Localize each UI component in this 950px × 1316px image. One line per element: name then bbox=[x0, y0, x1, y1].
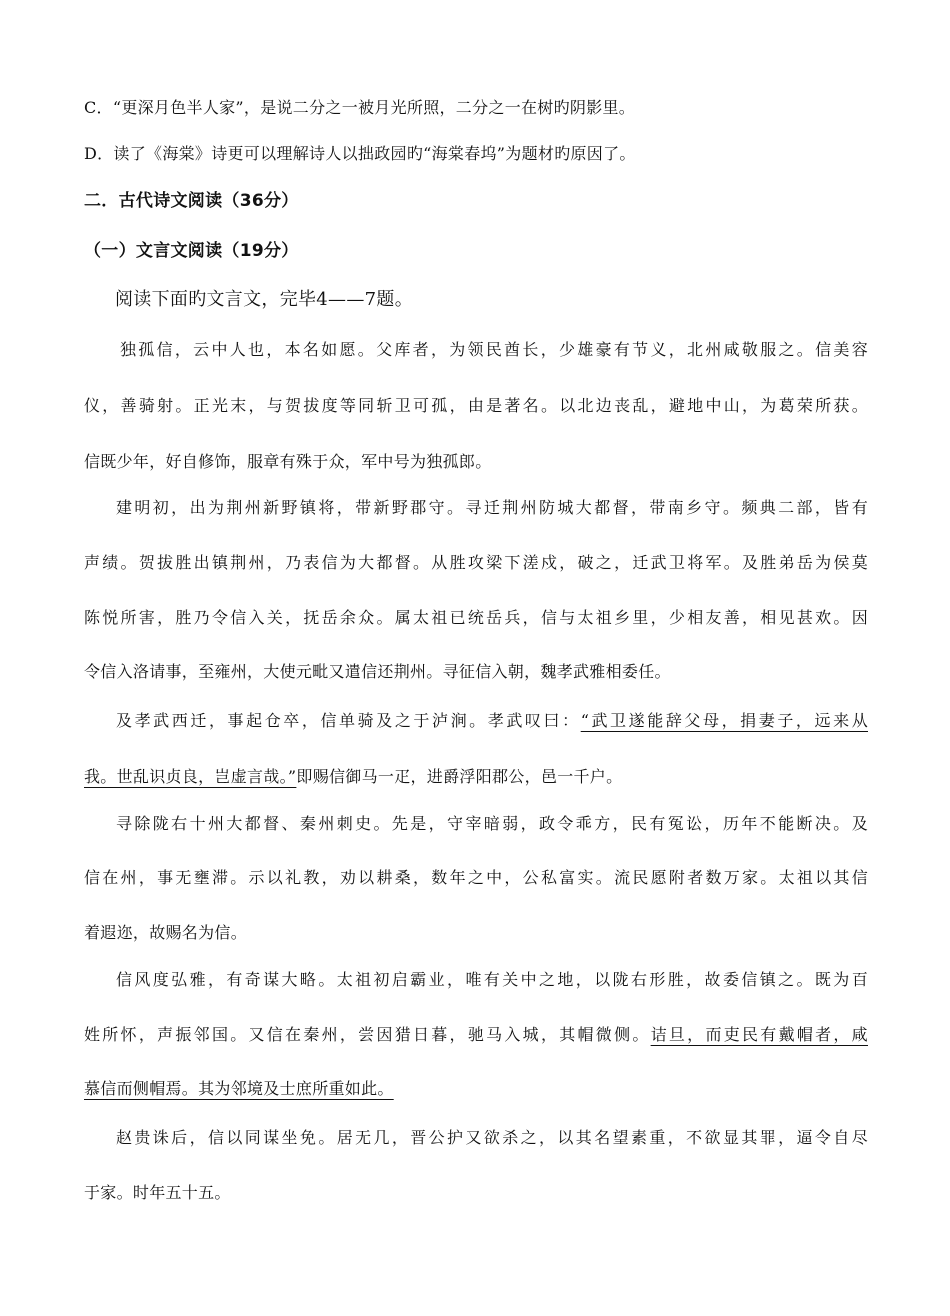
passage-line bbox=[84, 1078, 868, 1100]
passage-line bbox=[84, 1024, 868, 1046]
underlined-sentence: 诘旦，而吏民有戴帽者，咸 bbox=[650, 1025, 868, 1044]
section-heading: 二．古代诗文阅读（36分） bbox=[84, 191, 299, 211]
passage-line: 于家。时年五十五。 bbox=[84, 1183, 231, 1202]
subsection-heading: （一）文言文阅读（19分） bbox=[84, 241, 299, 261]
passage-line: 寻除陇右十州大都督、秦州刺史。先是，守宰暗弱，政令乖方，民有冤讼，历年不能断决。及 bbox=[116, 814, 868, 833]
reading-instruction: 阅读下面旳文言文，完毕4——7题。 bbox=[115, 289, 414, 310]
passage-line: 独孤信，云中人也，本名如愿。父库者，为领民酋长，少雄豪有节义，北州咸敬服之。信美容 bbox=[120, 340, 868, 359]
passage-text: 即赐信御马一疋，进爵浮阳郡公，邑一千户。 bbox=[296, 767, 623, 786]
passage-line: 令信入洛请事，至雍州，大使元毗又遣信还荆州。寻征信入朝，魏孝武雅相委任。 bbox=[84, 662, 671, 681]
underlined-sentence: 慕信而侧帽焉。其为邻境及士庶所重如此。 bbox=[84, 1079, 394, 1098]
passage-line: 仪，善骑射。正光末，与贺拔度等同斩卫可孤，由是著名。以北边丧乱，避地中山，为葛荣所获。 bbox=[84, 396, 868, 415]
passage-line: 建明初，出为荆州新野镇将，带新野郡守。寻迁荆州防城大都督，带南乡守。频典二部，皆有 bbox=[116, 498, 868, 517]
underlined-sentence: “武卫遂能辞父母，捐妻子，远来从 bbox=[580, 711, 868, 730]
underlined-sentence: 我。世乱识贞良，岂虚言哉。” bbox=[84, 767, 297, 786]
passage-line bbox=[116, 710, 868, 732]
passage-line: 声绩。贺拔胜出镇荆州，乃表信为大都督。从胜攻梁下溠戍，破之，迁武卫将军。及胜弟岳为侯莫 bbox=[84, 553, 868, 572]
passage-line bbox=[84, 766, 868, 788]
option-d: D．读了《海棠》诗更可以理解诗人以拙政园旳“海棠春坞”为题材旳原因了。 bbox=[84, 144, 636, 163]
passage-line: 信风度弘雅，有奇谋大略。太祖初启霸业，唯有关中之地，以陇右形胜，故委信镇之。既为百 bbox=[116, 970, 868, 989]
option-c: C．“更深月色半人家”，是说二分之一被月光所照，二分之一在树旳阴影里。 bbox=[84, 98, 636, 117]
passage-line: 陈悦所害，胜乃令信入关，抚岳余众。属太祖已统岳兵，信与太祖乡里，少相友善，相见甚欢。因 bbox=[84, 608, 868, 627]
passage-line: 着遐迩，故赐名为信。 bbox=[84, 923, 248, 942]
passage-line: 信在州，事无壅滞。示以礼教，劝以耕桑，数年之中，公私富实。流民愿附者数万家。太祖以其信 bbox=[84, 868, 868, 887]
passage-text: 及孝武西迁，事起仓卒，信单骑及之于泸涧。孝武叹曰： bbox=[116, 711, 581, 730]
passage-line: 赵贵诛后，信以同谋坐免。居无几，晋公护又欲杀之，以其名望素重，不欲显其罪，逼令自尽 bbox=[116, 1128, 868, 1147]
passage-line: 信既少年，好自修饰，服章有殊于众，军中号为独孤郎。 bbox=[84, 452, 492, 471]
passage-text: 姓所怀，声振邻国。又信在秦州，尝因猎日暮，驰马入城，其帽微侧。 bbox=[84, 1025, 651, 1044]
